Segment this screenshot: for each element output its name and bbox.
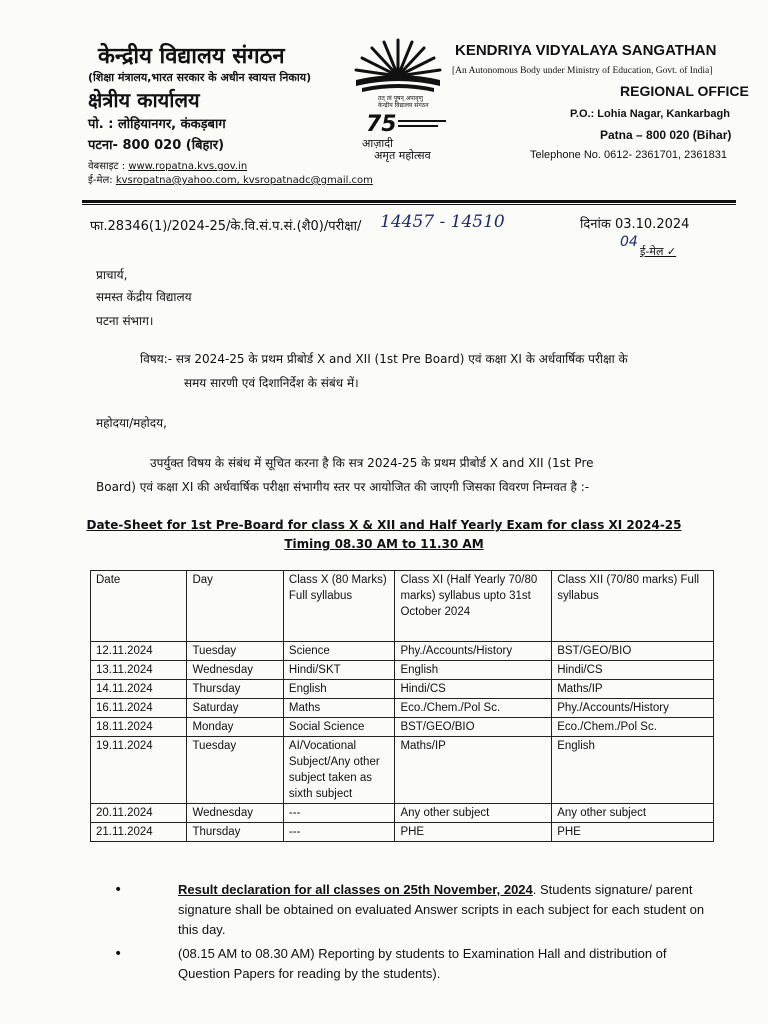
table-row xyxy=(91,699,714,718)
table-cell: --- xyxy=(283,804,395,823)
email-link[interactable]: kvsropatna@yahoo.com, kvsropatnadc@gmail.com xyxy=(115,175,373,186)
table-row xyxy=(91,823,714,842)
column-header: Day xyxy=(187,571,283,642)
table-cell: Hindi/SKT xyxy=(283,661,395,680)
logo-motto: तत् त्वं पूषन् अपावृणु xyxy=(378,95,423,102)
table-cell: Saturday xyxy=(187,699,283,718)
en-telephone: Telephone No. 0612- 2361701, 2361831 xyxy=(530,149,727,161)
table-cell: English xyxy=(552,737,714,804)
table-cell: 14.11.2024 xyxy=(91,680,187,699)
body-line-1: उपर्युक्त विषय के संबंध में सूचित करना है कि सत्र 2024-25 के प्रथम प्रीबोर्ड X and XII (1st Pre xyxy=(150,456,594,470)
handwritten-dispatch-no: 14457 - 14510 xyxy=(380,212,505,232)
table-cell: Wednesday xyxy=(187,661,283,680)
note-result-rest: . Students signature/ parent signature shall be obtained on evaluated Answer scripts in each subject for each student on this day. xyxy=(178,882,705,937)
en-org-title: KENDRIYA VIDYALAYA SANGATHAN xyxy=(455,42,717,59)
column-header: Class XI (Half Yearly 70/80 marks) syllabus upto 31st October 2024 xyxy=(395,571,552,642)
table-header-row xyxy=(91,571,714,642)
table-row xyxy=(91,642,714,661)
table-row xyxy=(91,680,714,699)
table-cell: 18.11.2024 xyxy=(91,718,187,737)
addressee-line-2: समस्त केंद्रीय विद्यालय xyxy=(96,290,192,304)
hi-org-subtitle: (शिक्षा मंत्रालय,भारत सरकार के अधीन स्वायत्त निकाय) xyxy=(88,71,312,84)
website-line xyxy=(88,158,247,172)
website-link[interactable]: www.ropatna.kvs.gov.in xyxy=(128,161,248,172)
email-line xyxy=(88,172,373,186)
table-cell: Hindi/CS xyxy=(552,661,714,680)
table-cell: English xyxy=(283,680,395,699)
hi-office-title: क्षेत्रीय कार्यालय xyxy=(88,88,200,112)
table-cell: 13.11.2024 xyxy=(91,661,187,680)
table-cell: Tuesday xyxy=(187,642,283,661)
datesheet-title: Date-Sheet for 1st Pre-Board for class X & XII and Half Yearly Exam for class XI 2024-25 xyxy=(86,518,682,532)
table-cell: BST/GEO/BIO xyxy=(395,718,552,737)
email-label: ई-मेल: xyxy=(88,175,113,186)
header-divider-thin xyxy=(82,204,736,205)
en-po-address: P.O.: Lohia Nagar, Kankarbagh xyxy=(570,108,730,120)
table-cell: 12.11.2024 xyxy=(91,642,187,661)
table-cell: Any other subject xyxy=(552,804,714,823)
addressee-line-1: प्राचार्य, xyxy=(96,268,128,282)
table-cell: Science xyxy=(283,642,395,661)
hi-address: पो. : लोहियानगर, कंकड़बाग xyxy=(88,117,226,132)
table-cell: BST/GEO/BIO xyxy=(552,642,714,661)
table-cell: Maths/IP xyxy=(395,737,552,804)
table-cell: Phy./Accounts/History xyxy=(552,699,714,718)
table-cell: Tuesday xyxy=(187,737,283,804)
bullet-2: • xyxy=(114,946,123,962)
bullet-1: • xyxy=(114,882,123,898)
table-cell: Maths/IP xyxy=(552,680,714,699)
table-cell: 19.11.2024 xyxy=(91,737,187,804)
azadi-line xyxy=(398,120,446,122)
table-row xyxy=(91,661,714,680)
azadi-line xyxy=(398,125,438,127)
table-cell: AI/Vocational Subject/Any other subject taken as sixth subject xyxy=(283,737,395,804)
table-cell: 16.11.2024 xyxy=(91,699,187,718)
column-header: Class X (80 Marks) Full syllabus xyxy=(283,571,395,642)
letter-date: दिनांक 03.10.2024 xyxy=(580,217,690,232)
table-cell: Maths xyxy=(283,699,395,718)
column-header: Class XII (70/80 marks) Full syllabus xyxy=(552,571,714,642)
table-cell: Any other subject xyxy=(395,804,552,823)
azadi-logo xyxy=(362,112,452,164)
note-reporting: (08.15 AM to 08.30 AM) Reporting by students to Examination Hall and distribution of Question Papers for reading by the students). xyxy=(178,946,667,981)
table-cell: PHE xyxy=(395,823,552,842)
table-cell: Eco./Chem./Pol Sc. xyxy=(395,699,552,718)
table-cell: PHE xyxy=(552,823,714,842)
website-label: वेबसाइट : xyxy=(88,161,126,172)
addressee-line-3: पटना संभाग। xyxy=(96,314,154,328)
table-row xyxy=(91,804,714,823)
table-cell: Thursday xyxy=(187,823,283,842)
table-row xyxy=(91,737,714,804)
table-cell: Wednesday xyxy=(187,804,283,823)
table-cell: Monday xyxy=(187,718,283,737)
table-cell: English xyxy=(395,661,552,680)
table-cell: Thursday xyxy=(187,680,283,699)
body-line-2: Board) एवं कक्षा XI की अर्धवार्षिक परीक्षा संभागीय स्तर पर आयोजित की जाएगी जिसका विवरण निम्नवत है :- xyxy=(96,480,590,494)
header-divider xyxy=(82,200,736,203)
azadi-75: 75 xyxy=(366,112,397,137)
note-result-declaration xyxy=(178,880,718,940)
handwritten-mark: 04 xyxy=(620,234,638,250)
table-cell: Social Science xyxy=(283,718,395,737)
hi-city: पटना- 800 020 (बिहार) xyxy=(88,138,225,153)
en-office-title: REGIONAL OFFICE xyxy=(620,83,749,99)
en-city: Patna – 800 020 (Bihar) xyxy=(600,128,732,142)
hi-org-title: केन्द्रीय विद्यालय संगठन xyxy=(98,44,285,69)
email-note: ई-मेल ✓ xyxy=(640,245,677,258)
table-row xyxy=(91,718,714,737)
logo-caption: केन्द्रीय विद्यालय संगठन xyxy=(378,102,429,109)
table-cell: Hindi/CS xyxy=(395,680,552,699)
salutation: महोदया/महोदय, xyxy=(96,416,167,430)
table-cell: 21.11.2024 xyxy=(91,823,187,842)
datesheet-timing: Timing 08.30 AM to 11.30 AM xyxy=(284,537,484,551)
table-cell: Eco./Chem./Pol Sc. xyxy=(552,718,714,737)
subject-line-2: समय सारणी एवं दिशानिर्देश के संबंध में। xyxy=(184,376,359,390)
table-cell: --- xyxy=(283,823,395,842)
subject-line-1: विषय:- सत्र 2024-25 के प्रथम प्रीबोर्ड X and XII (1st Pre Board) एवं कक्षा XI के अर्धवार्षिक परीक्षा के xyxy=(140,352,628,366)
column-header: Date xyxy=(91,571,187,642)
datesheet-table xyxy=(90,570,714,842)
table-cell: Phy./Accounts/History xyxy=(395,642,552,661)
table-cell: 20.11.2024 xyxy=(91,804,187,823)
amrit-mahotsav-text: अमृत महोत्सव xyxy=(374,149,431,162)
note-result-bold: Result declaration for all classes on 25th November, 2024 xyxy=(178,882,533,897)
letter-reference: फा.28346(1)/2024-25/के.वि.सं.प.सं.(शै0)/परीक्षा/ xyxy=(90,219,362,234)
en-org-subtitle: [An Autonomous Body under Ministry of Education, Govt. of India] xyxy=(452,66,713,76)
azadi-text: आज़ादी xyxy=(362,137,393,150)
